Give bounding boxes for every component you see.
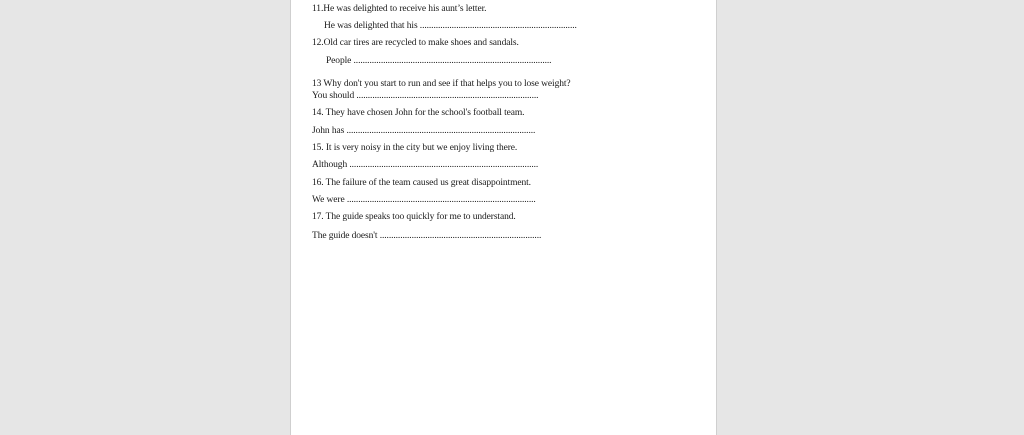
exercise-13-answer-line: You should ................................................................................ [312, 91, 539, 101]
exercise-17-prompt: 17. The guide speaks too quickly for me to understand. [312, 212, 516, 222]
exercise-11-prompt: 11.He was delighted to receive his aunt’s letter. [312, 4, 487, 14]
exercise-12-answer-line: People ....................................................................................... [326, 56, 552, 66]
exercise-11-answer-line: He was delighted that his ..................................................................... [324, 21, 577, 31]
exercise-14-answer-line: John has ................................................................................... [312, 126, 536, 136]
exercise-12-prompt: 12.Old car tires are recycled to make shoes and sandals. [312, 38, 519, 48]
exercise-16-prompt: 16. The failure of the team caused us great disappointment. [312, 178, 531, 188]
exercise-15-prompt: 15. It is very noisy in the city but we enjoy living there. [312, 143, 518, 153]
exercise-14-prompt: 14. They have chosen John for the school's football team. [312, 108, 525, 118]
document-page [290, 0, 717, 435]
exercise-16-answer-line: We were ................................................................................... [312, 195, 536, 205]
exercise-17-answer-line: The guide doesn't ....................................................................... [312, 231, 542, 241]
exercise-15-answer-line: Although ................................................................................... [312, 160, 539, 170]
exercise-13-prompt: 13 Why don't you start to run and see if that helps you to lose weight? [312, 79, 571, 89]
